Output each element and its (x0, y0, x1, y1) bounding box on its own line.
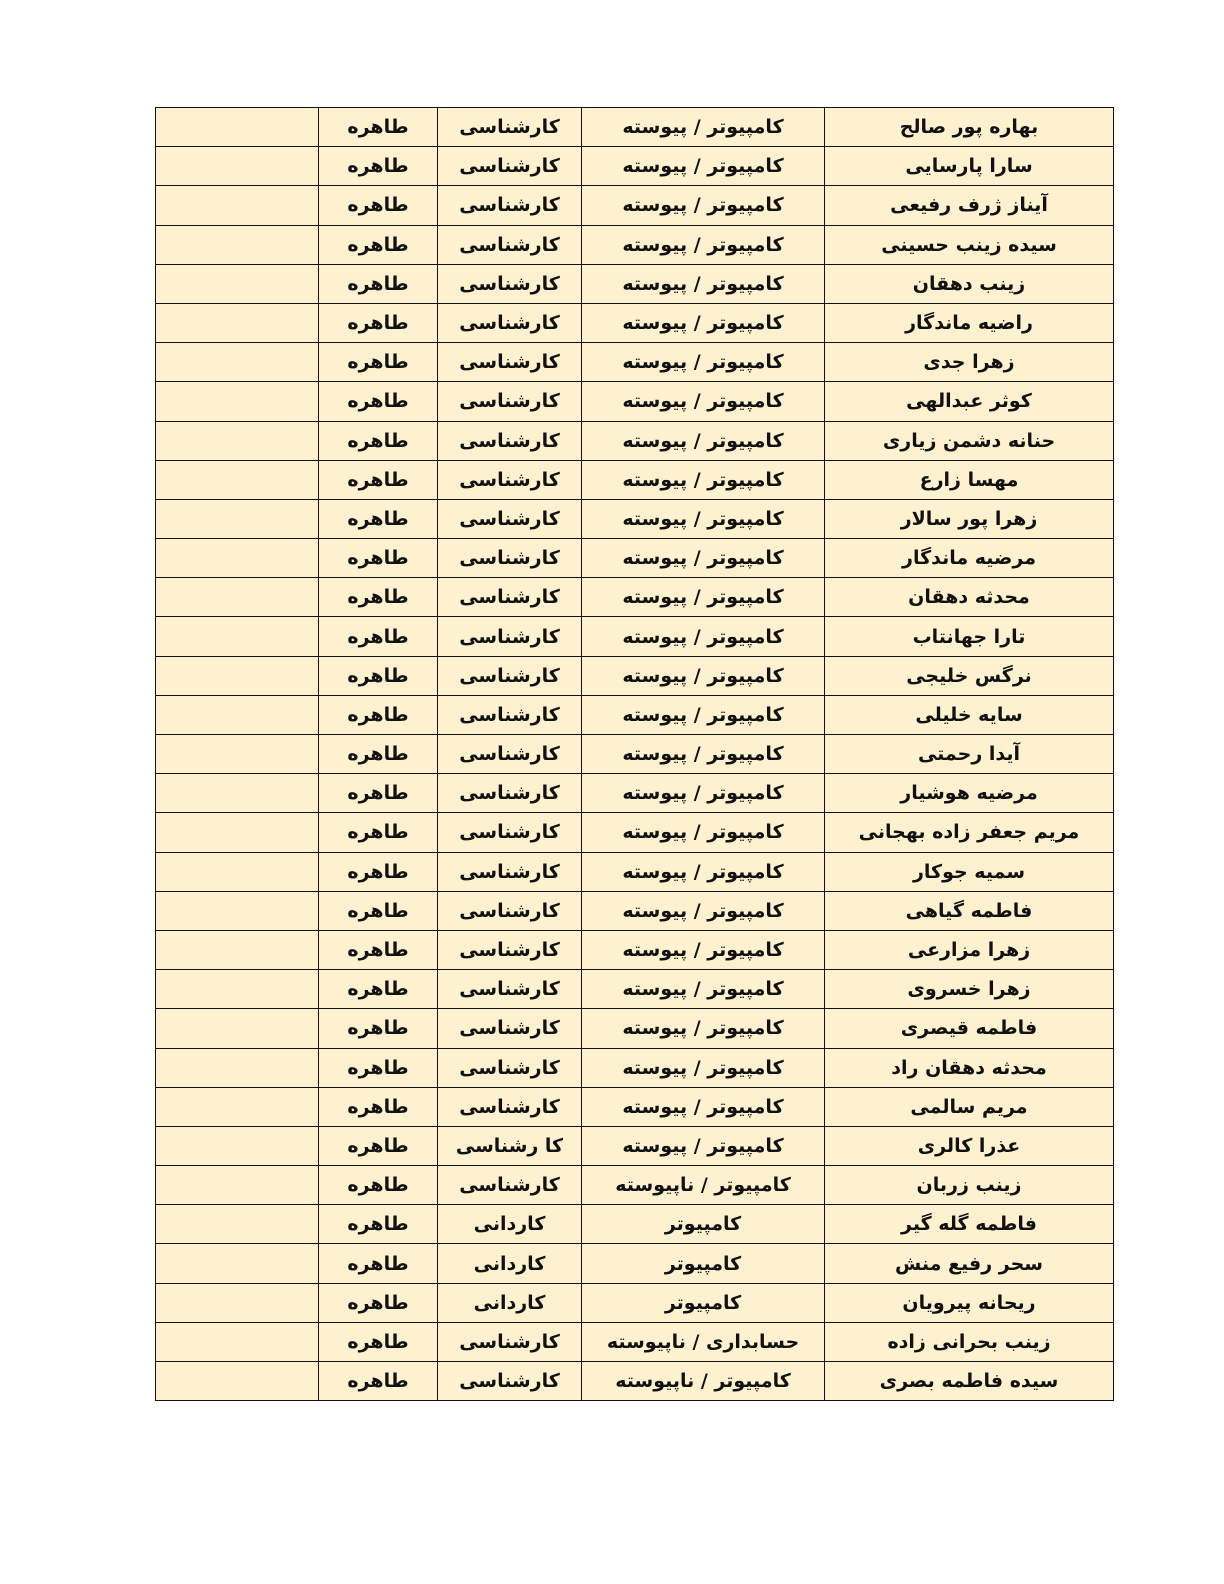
major-cell: کامپیوتر / پیوسته (582, 225, 825, 264)
name-cell: فاطمه گله گیر (825, 1205, 1114, 1244)
table-row (156, 1362, 1114, 1401)
major-cell: کامپیوتر / پیوسته (582, 1126, 825, 1165)
name-cell: زهرا خسروی (825, 970, 1114, 1009)
center-cell: طاهره (319, 813, 438, 852)
note-cell (156, 460, 319, 499)
name-cell: محدثه دهقان راد (825, 1048, 1114, 1087)
table-row (156, 460, 1114, 499)
name-cell: سایه خلیلی (825, 695, 1114, 734)
center-cell: طاهره (319, 735, 438, 774)
center-cell: طاهره (319, 852, 438, 891)
note-cell (156, 382, 319, 421)
table-row (156, 108, 1114, 147)
major-cell: کامپیوتر / پیوسته (582, 891, 825, 930)
center-cell: طاهره (319, 499, 438, 538)
name-cell: محدثه دهقان (825, 578, 1114, 617)
degree-cell: کارشناسی (438, 186, 582, 225)
major-cell: کامپیوتر / پیوسته (582, 617, 825, 656)
degree-cell: کارشناسی (438, 108, 582, 147)
major-cell: کامپیوتر / پیوسته (582, 813, 825, 852)
name-cell: آیدا رحمتی (825, 735, 1114, 774)
note-cell (156, 970, 319, 1009)
table-row (156, 813, 1114, 852)
center-cell: طاهره (319, 617, 438, 656)
note-cell (156, 695, 319, 734)
note-cell (156, 656, 319, 695)
center-cell: طاهره (319, 382, 438, 421)
name-cell: کوثر عبدالهی (825, 382, 1114, 421)
major-cell: کامپیوتر / پیوسته (582, 970, 825, 1009)
table-row (156, 264, 1114, 303)
center-cell: طاهره (319, 343, 438, 382)
roster-table (155, 107, 1114, 1401)
name-cell: زینب زربان (825, 1166, 1114, 1205)
name-cell: نرگس خلیجی (825, 656, 1114, 695)
table-row (156, 1009, 1114, 1048)
major-cell: کامپیوتر / پیوسته (582, 695, 825, 734)
degree-cell: کارشناسی (438, 656, 582, 695)
center-cell: طاهره (319, 1087, 438, 1126)
major-cell: کامپیوتر (582, 1205, 825, 1244)
note-cell (156, 499, 319, 538)
degree-cell: کارشناسی (438, 617, 582, 656)
degree-cell: کارشناسی (438, 1048, 582, 1087)
degree-cell: کارشناسی (438, 1087, 582, 1126)
degree-cell: کارشناسی (438, 539, 582, 578)
center-cell: طاهره (319, 970, 438, 1009)
note-cell (156, 1126, 319, 1165)
center-cell: طاهره (319, 1205, 438, 1244)
degree-cell: کارشناسی (438, 1166, 582, 1205)
table-row (156, 382, 1114, 421)
major-cell: کامپیوتر / پیوسته (582, 147, 825, 186)
center-cell: طاهره (319, 695, 438, 734)
table-row (156, 735, 1114, 774)
note-cell (156, 225, 319, 264)
name-cell: عذرا کالری (825, 1126, 1114, 1165)
table-row (156, 1126, 1114, 1165)
center-cell: طاهره (319, 1009, 438, 1048)
center-cell: طاهره (319, 539, 438, 578)
note-cell (156, 891, 319, 930)
major-cell: کامپیوتر / پیوسته (582, 382, 825, 421)
table-row (156, 343, 1114, 382)
center-cell: طاهره (319, 1048, 438, 1087)
table-row (156, 695, 1114, 734)
note-cell (156, 1087, 319, 1126)
note-cell (156, 147, 319, 186)
major-cell: کامپیوتر / پیوسته (582, 303, 825, 342)
table-row (156, 852, 1114, 891)
degree-cell: کارشناسی (438, 1009, 582, 1048)
name-cell: زهرا مزارعی (825, 930, 1114, 969)
table-row (156, 421, 1114, 460)
note-cell (156, 813, 319, 852)
degree-cell: کارشناسی (438, 774, 582, 813)
note-cell (156, 108, 319, 147)
name-cell: مریم جعفر زاده بهجانی (825, 813, 1114, 852)
note-cell (156, 1205, 319, 1244)
degree-cell: کارشناسی (438, 930, 582, 969)
note-cell (156, 1009, 319, 1048)
center-cell: طاهره (319, 1166, 438, 1205)
table-row (156, 1087, 1114, 1126)
major-cell: کامپیوتر / پیوسته (582, 774, 825, 813)
major-cell: حسابداری / ناپیوسته (582, 1322, 825, 1361)
note-cell (156, 539, 319, 578)
table-row (156, 1322, 1114, 1361)
major-cell: کامپیوتر / پیوسته (582, 578, 825, 617)
degree-cell: کارشناسی (438, 852, 582, 891)
note-cell (156, 1166, 319, 1205)
center-cell: طاهره (319, 1362, 438, 1401)
major-cell: کامپیوتر / پیوسته (582, 460, 825, 499)
name-cell: ریحانه پیرویان (825, 1283, 1114, 1322)
major-cell: کامپیوتر / پیوسته (582, 1009, 825, 1048)
note-cell (156, 735, 319, 774)
degree-cell: کارشناسی (438, 1362, 582, 1401)
table-row (156, 1244, 1114, 1283)
table-row (156, 891, 1114, 930)
name-cell: سحر رفیع منش (825, 1244, 1114, 1283)
major-cell: کامپیوتر / ناپیوسته (582, 1362, 825, 1401)
major-cell: کامپیوتر / پیوسته (582, 108, 825, 147)
note-cell (156, 186, 319, 225)
center-cell: طاهره (319, 578, 438, 617)
center-cell: طاهره (319, 930, 438, 969)
degree-cell: کارشناسی (438, 382, 582, 421)
center-cell: طاهره (319, 1244, 438, 1283)
major-cell: کامپیوتر (582, 1283, 825, 1322)
degree-cell: کارشناسی (438, 421, 582, 460)
center-cell: طاهره (319, 225, 438, 264)
major-cell: کامپیوتر / پیوسته (582, 1087, 825, 1126)
degree-cell: کارشناسی (438, 578, 582, 617)
table-row (156, 970, 1114, 1009)
major-cell: کامپیوتر / پیوسته (582, 852, 825, 891)
major-cell: کامپیوتر / ناپیوسته (582, 1166, 825, 1205)
name-cell: زهرا پور سالار (825, 499, 1114, 538)
name-cell: سیده زینب حسینی (825, 225, 1114, 264)
center-cell: طاهره (319, 186, 438, 225)
degree-cell: کارشناسی (438, 225, 582, 264)
name-cell: سارا پارسایی (825, 147, 1114, 186)
note-cell (156, 1048, 319, 1087)
name-cell: فاطمه قیصری (825, 1009, 1114, 1048)
name-cell: مریم سالمی (825, 1087, 1114, 1126)
center-cell: طاهره (319, 1283, 438, 1322)
note-cell (156, 930, 319, 969)
name-cell: زهرا جدی (825, 343, 1114, 382)
table-row (156, 186, 1114, 225)
center-cell: طاهره (319, 421, 438, 460)
degree-cell: کارشناسی (438, 970, 582, 1009)
table-row (156, 774, 1114, 813)
degree-cell: کارشناسی (438, 147, 582, 186)
center-cell: طاهره (319, 147, 438, 186)
center-cell: طاهره (319, 303, 438, 342)
name-cell: مرضیه هوشیار (825, 774, 1114, 813)
name-cell: سیده فاطمه بصری (825, 1362, 1114, 1401)
major-cell: کامپیوتر / پیوسته (582, 930, 825, 969)
name-cell: بهاره پور صالح (825, 108, 1114, 147)
degree-cell: کارشناسی (438, 460, 582, 499)
center-cell: طاهره (319, 656, 438, 695)
note-cell (156, 1244, 319, 1283)
table-row (156, 225, 1114, 264)
degree-cell: کارشناسی (438, 343, 582, 382)
major-cell: کامپیوتر / پیوسته (582, 264, 825, 303)
note-cell (156, 774, 319, 813)
major-cell: کامپیوتر / پیوسته (582, 735, 825, 774)
name-cell: تارا جهانتاب (825, 617, 1114, 656)
table-row (156, 1205, 1114, 1244)
major-cell: کامپیوتر / پیوسته (582, 421, 825, 460)
note-cell (156, 303, 319, 342)
name-cell: راضیه ماندگار (825, 303, 1114, 342)
major-cell: کامپیوتر / پیوسته (582, 186, 825, 225)
note-cell (156, 1283, 319, 1322)
degree-cell: کارشناسی (438, 891, 582, 930)
degree-cell: کارشناسی (438, 813, 582, 852)
name-cell: آیناز ژرف رفیعی (825, 186, 1114, 225)
table-row (156, 1166, 1114, 1205)
note-cell (156, 1322, 319, 1361)
note-cell (156, 264, 319, 303)
name-cell: زینب بحرانی زاده (825, 1322, 1114, 1361)
center-cell: طاهره (319, 1126, 438, 1165)
table-row (156, 539, 1114, 578)
degree-cell: کاردانی (438, 1244, 582, 1283)
center-cell: طاهره (319, 891, 438, 930)
name-cell: مهسا زارع (825, 460, 1114, 499)
table-row (156, 656, 1114, 695)
note-cell (156, 578, 319, 617)
roster-table-body (156, 108, 1114, 1401)
center-cell: طاهره (319, 108, 438, 147)
degree-cell: کارشناسی (438, 735, 582, 774)
note-cell (156, 852, 319, 891)
degree-cell: کارشناسی (438, 499, 582, 538)
major-cell: کامپیوتر / پیوسته (582, 539, 825, 578)
table-row (156, 930, 1114, 969)
major-cell: کامپیوتر / پیوسته (582, 656, 825, 695)
major-cell: کامپیوتر (582, 1244, 825, 1283)
table-row (156, 1048, 1114, 1087)
table-row (156, 617, 1114, 656)
degree-cell: کاردانی (438, 1283, 582, 1322)
center-cell: طاهره (319, 774, 438, 813)
table-row (156, 1283, 1114, 1322)
name-cell: مرضیه ماندگار (825, 539, 1114, 578)
center-cell: طاهره (319, 1322, 438, 1361)
degree-cell: کا رشناسی (438, 1126, 582, 1165)
name-cell: حنانه دشمن زیاری (825, 421, 1114, 460)
degree-cell: کاردانی (438, 1205, 582, 1244)
table-row (156, 578, 1114, 617)
note-cell (156, 617, 319, 656)
degree-cell: کارشناسی (438, 264, 582, 303)
name-cell: فاطمه گیاهی (825, 891, 1114, 930)
table-row (156, 303, 1114, 342)
center-cell: طاهره (319, 264, 438, 303)
degree-cell: کارشناسی (438, 1322, 582, 1361)
note-cell (156, 343, 319, 382)
name-cell: زینب دهقان (825, 264, 1114, 303)
center-cell: طاهره (319, 460, 438, 499)
note-cell (156, 421, 319, 460)
major-cell: کامپیوتر / پیوسته (582, 343, 825, 382)
degree-cell: کارشناسی (438, 303, 582, 342)
degree-cell: کارشناسی (438, 695, 582, 734)
table-row (156, 499, 1114, 538)
table-row (156, 147, 1114, 186)
major-cell: کامپیوتر / پیوسته (582, 1048, 825, 1087)
note-cell (156, 1362, 319, 1401)
name-cell: سمیه جوکار (825, 852, 1114, 891)
major-cell: کامپیوتر / پیوسته (582, 499, 825, 538)
